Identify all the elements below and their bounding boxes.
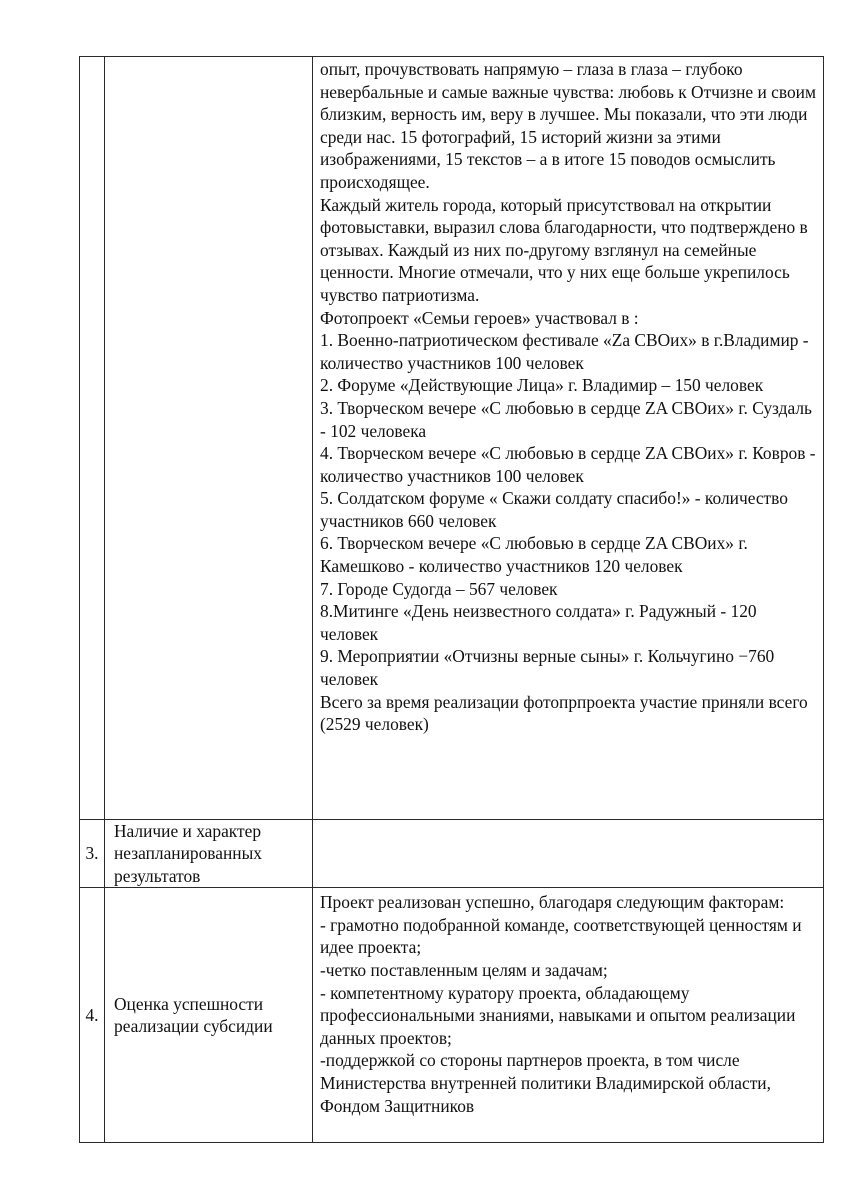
row-number-cell [80,57,105,820]
row-text-cell [313,820,824,888]
list-item: 5. Солдатском форуме « Скажи солдату спасибо!» - количество участников 660 человек [320,488,788,531]
paragraph: Каждый житель города, который присутствовал на открытии фотовыставки, выразил слова благодарности, что подтверждено в отзывах. Каждый из них по-другому взглянул на семейные ценности. Многие отмечали, что у них еще больше укрепилось чувство патриотизма. [320,194,808,305]
row-label-cell: Оценка успешности реализации субсидии [105,888,313,1143]
row-number-cell: 3. [80,820,105,888]
list-item: 9. Мероприятии «Отчизны верные сыны» г. Кольчугино −760 человек [320,646,775,690]
list-item: 3. Творческом вечере «С любовью в сердце ZA СВОих» г. Суздаль - 102 человека [320,397,812,441]
paragraph: Проект реализован успешно, благодаря следующим факторам: [320,892,785,913]
report-table [79,56,824,1143]
table-row-continued [80,57,824,820]
list-item: 1. Военно-патриотическом фестивале «Za СВОих» в г.Владимир - количество участников 100 человек [320,330,809,373]
row-label-cell [105,57,313,820]
list-item: 7. Городе Судогда – 567 человек [320,578,558,599]
list-item: 2. Форуме «Действующие Лица» г. Владимир – 150 человек [320,375,764,396]
table-row-3 [80,820,824,888]
paragraph: Всего за время реализации фотопрпроекта участие приняли всего (2529 человек) [320,691,808,735]
list-item: 4. Творческом вечере «С любовью в сердце ZA СВОих» г. Ковров - количество участников 100 человек [320,443,816,486]
list-item: -поддержкой со стороны партнеров проекта, в том числе Министерства внутренней политики Владимирской области, Фондом Защитников [320,1050,771,1116]
row-text-cell [313,888,824,1143]
list-item: - компетентному куратору проекта, обладающему профессиональными знаниями, навыками и опытом реализации данных проектов; [320,982,796,1048]
row-label-cell: Наличие и характер незапланированных результатов [105,820,313,888]
table-row-4 [80,888,824,1143]
list-item: 6. Творческом вечере «С любовью в сердце ZA СВОих» г. Камешково - количество участников 120 человек [320,533,748,577]
list-item: -четко поставленным целям и задачам; [320,960,608,980]
row-text-cell [313,57,824,820]
paragraph: опыт, прочувствовать напрямую – глаза в глаза – глубоко невербальные и самые важные чувства: любовь к Отчизне и своим близким, верность им, веру в лучшее. Мы показали, что эти люди среди нас. 15 фотографий, 15 историй жизни за этими изображениями, 15 текстов – а в итоге 15 поводов осмыслить происходящее. [320,59,816,192]
list-item: - грамотно подобранной команде, соответствующей ценностям и идее проекта; [320,914,802,958]
list-item: 8.Митинге «День неизвестного солдата» г. Радужный - 120 человек [320,601,757,644]
row-number-cell: 4. [80,888,105,1143]
paragraph: Фотопроект «Семьи героев» участвовал в : [320,307,639,328]
